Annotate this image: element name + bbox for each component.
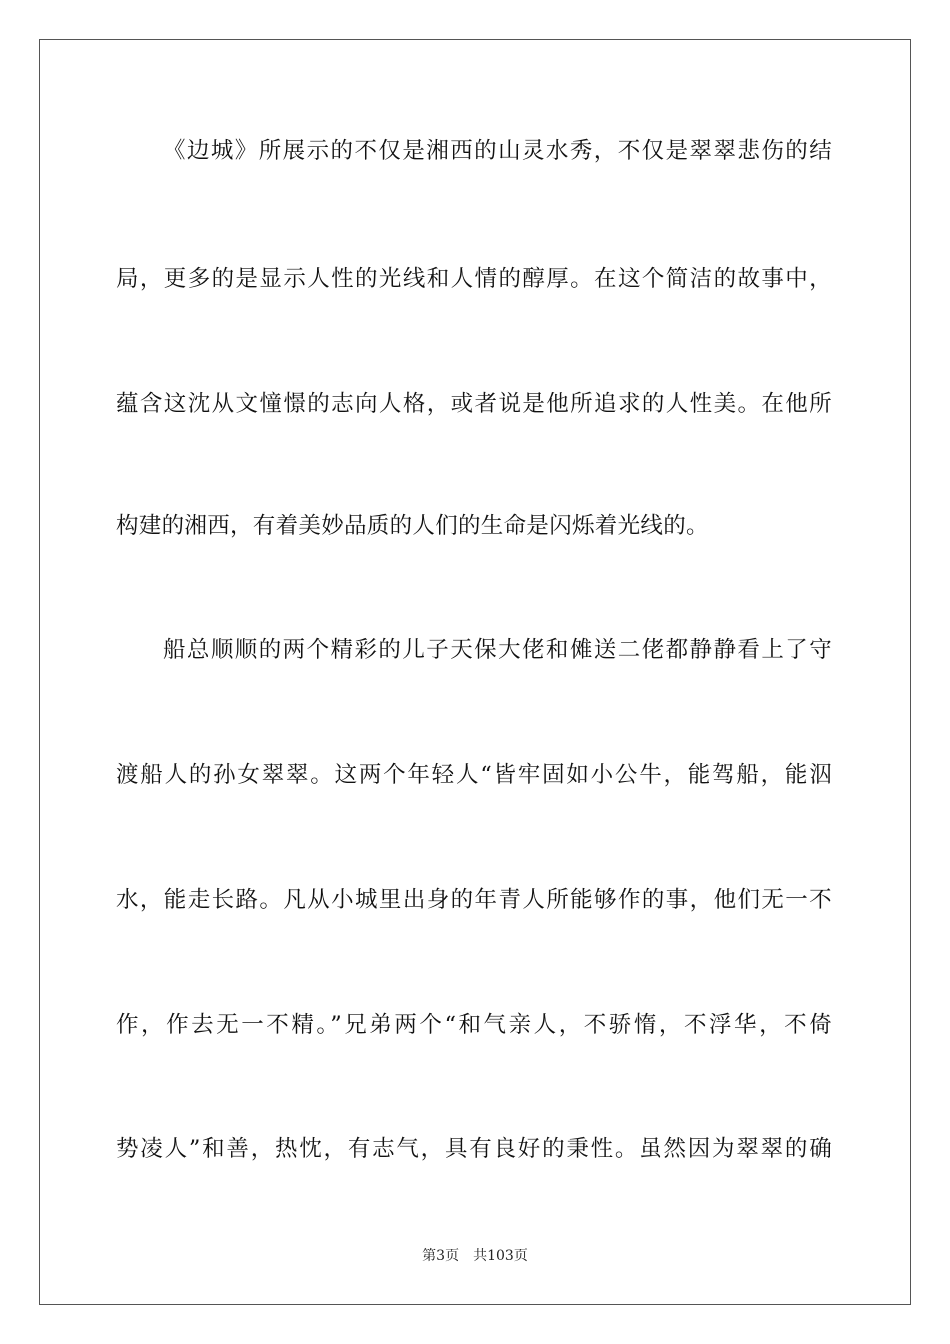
page-border [39, 39, 911, 1305]
paragraph-1-line-2: 局，更多的是显示人性的光线和人情的醇厚。在这个简洁的故事中， [116, 266, 832, 292]
total-pages: 共103页 [473, 1248, 528, 1264]
paragraph-1-line-3: 蕴含这沈从文憧憬的志向人格，或者说是他所追求的人性美。在他所 [116, 391, 832, 417]
page-footer [0, 1247, 950, 1265]
paragraph-2-line-5: 势凌人”和善，热忱，有志气，具有良好的秉性。虽然因为翠翠的确 [116, 1136, 832, 1162]
paragraph-2-line-4: 作，作去无一不精。”兄弟两个“和气亲人，不骄惰，不浮华，不倚 [116, 1012, 832, 1038]
paragraph-2-line-2: 渡船人的孙女翠翠。这两个年轻人“皆牢固如小公牛，能驾船，能泅 [116, 762, 832, 788]
paragraph-1-line-1: 《边城》所展示的不仅是湘西的山灵水秀，不仅是翠翠悲伤的结 [163, 138, 832, 164]
paragraph-2-line-1: 船总顺顺的两个精彩的儿子天保大佬和傩送二佬都静静看上了守 [163, 637, 832, 663]
page-number: 第3页 [422, 1248, 460, 1264]
paragraph-1-line-4: 构建的湘西，有着美妙品质的人们的生命是闪烁着光线的。 [116, 513, 709, 539]
paragraph-2-line-3: 水，能走长路。凡从小城里出身的年青人所能够作的事，他们无一不 [116, 887, 832, 913]
